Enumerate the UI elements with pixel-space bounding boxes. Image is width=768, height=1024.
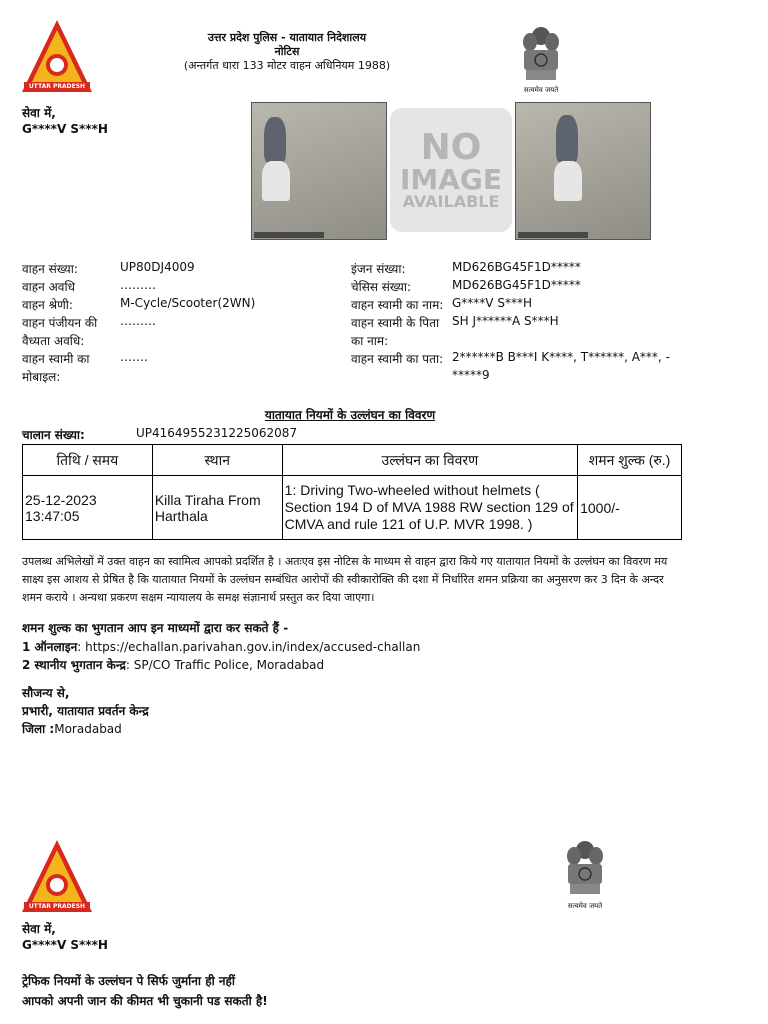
payment-online-link[interactable]: : https://echallan.parivahan.gov.in/index/accused-challan <box>77 640 421 654</box>
payment-local-value: : SP/CO Traffic Police, Moradabad <box>125 658 325 672</box>
table-row <box>23 476 682 540</box>
payment-online-label: 1 ऑनलाइन <box>22 640 78 654</box>
registration-validity-label: वाहन पंजीयन की <box>22 316 98 330</box>
chassis-number-label: चेसिस संख्या: <box>351 280 412 294</box>
logo-text-bottom-page2: UTTAR PRADESH <box>28 903 86 910</box>
national-emblem <box>516 24 566 86</box>
evidence-photo-2 <box>515 102 651 240</box>
district-label: जिला : <box>22 722 55 736</box>
salutation: सेवा में, <box>22 106 56 120</box>
violation-table <box>22 444 682 540</box>
engine-number-label: इंजन संख्या: <box>351 262 406 276</box>
recipient-name: G****V S***H <box>22 122 108 136</box>
header-title-3: (अन्तर्गत धारा 133 मोटर वाहन अधिनियम 1988) <box>183 59 391 72</box>
payment-heading: शमन शुल्क का भुगतान आप इन माध्यमों द्वारा कर सकते हैं - <box>22 621 289 635</box>
challan-number: UP4164955231225062087 <box>136 426 298 440</box>
recipient-name-page2: G****V S***H <box>22 938 108 952</box>
engine-number-value: MD626BG45F1D***** <box>452 260 581 274</box>
slogan-line2: आपको अपनी जान की कीमत भी चुकानी पड सकती है! <box>22 994 268 1008</box>
chassis-number-value: MD626BG45F1D***** <box>452 278 581 292</box>
traffic-logo <box>20 18 94 94</box>
owner-name-label: वाहन स्वामी का नाम: <box>351 298 444 312</box>
vehicle-category-value: M-Cycle/Scooter(2WN) <box>120 296 256 310</box>
notice-paragraph: उपलब्ध अभिलेखों में उक्त वाहन का स्वामित्व आपको प्रदर्शित है । अतःएव इस नोटिस के माध्यम से वाहन द्वारा किये गए यातायात नियमों के उल्लंघन का विवरण मय साक्ष्य इस आशय से प्रेषित है कि यातायात नियमों के उल्लंघन सम्बंधित आरोपों की स्वीकारोक्ति की दशा में निर्धारित शमन प्रक्रिया का अनुसरण कर 3 दिन के अन्दर शमन कराये । अन्यथा प्रकरण सक्षम न्यायालय के समक्ष संज्ञानार्थ प्रस्तुत कर दिया जाएगा। <box>22 555 668 604</box>
vehicle-category-label: वाहन श्रेणी: <box>22 298 73 312</box>
logo-text-bottom: UTTAR PRADESH <box>28 83 86 90</box>
owner-mobile-value: ……. <box>120 350 148 364</box>
owner-mobile-label-2: मोबाइल: <box>22 370 61 384</box>
signoff-district <box>22 720 122 737</box>
slogan-line1: ट्रेफिक नियमों के उल्लंघन पे सिर्फ जुर्माना ही नहीं <box>22 974 236 988</box>
registration-validity-value: ……… <box>120 314 156 328</box>
violation-place: Killa Tiraha From Harthala <box>152 476 282 540</box>
evidence-photo-1 <box>251 102 387 240</box>
owner-name-value: G****V S***H <box>452 296 532 310</box>
no-image-line3: AVAILABLE <box>402 192 500 211</box>
owner-address-value: 2******B B***I K****, T******, A***, - <box>452 350 670 364</box>
owner-father-label: वाहन स्वामी के पिता <box>351 316 440 330</box>
payment-local-label: 2 स्थानीय भुगतान केन्द्र <box>22 658 126 672</box>
violation-time: 13:47:05 <box>25 507 80 524</box>
vehicle-number-label: वाहन संख्या: <box>22 262 78 276</box>
payment-local <box>22 656 324 673</box>
signoff-courtesy: सौजन्य से, <box>22 686 70 700</box>
no-image-line1: NO <box>420 127 482 168</box>
col-place: स्थान <box>152 445 282 476</box>
owner-address-value-2: *****9 <box>452 368 490 382</box>
col-fee: शमन शुल्क (रु.) <box>578 445 682 476</box>
header-title-1: उत्तर प्रदेश पुलिस - यातायात निदेशालय <box>207 31 367 44</box>
violation-heading: यातायात नियमों के उल्लंघन का विवरण <box>264 408 436 422</box>
owner-mobile-label: वाहन स्वामी का <box>22 352 90 366</box>
owner-father-label-2: का नाम: <box>351 334 389 348</box>
national-emblem-page2 <box>560 838 610 900</box>
registration-validity-label-2: वैध्यता अवधि: <box>22 334 85 348</box>
signoff-officer: प्रभारी, यातायात प्रवर्तन केन्द्र <box>22 704 149 718</box>
vehicle-period-value: ……… <box>120 278 156 292</box>
district-value: Moradabad <box>54 722 122 736</box>
no-image-placeholder <box>390 108 512 232</box>
col-description: उल्लंघन का विवरण <box>282 445 577 476</box>
owner-father-value: SH J******A S***H <box>452 314 559 328</box>
payment-online <box>22 638 420 655</box>
vehicle-number-value: UP80DJ4009 <box>120 260 195 274</box>
violation-description: 1: Driving Two-wheeled without helmets ( Section 194 D of MVA 1988 RW section 129 of CMVA and rule 121 of U.P. MVR 1998. ) <box>282 476 577 540</box>
header-title-2: नोटिस <box>274 45 300 58</box>
col-date-time: तिथि / समय <box>23 445 153 476</box>
emblem-caption-page2: सत्यमेव जयते <box>567 902 603 910</box>
no-image-line2: IMAGE <box>399 163 503 196</box>
traffic-logo-page2 <box>20 838 94 914</box>
violation-fee: 1000/- <box>578 476 682 540</box>
challan-label: चालान संख्या: <box>22 428 85 442</box>
emblem-caption: सत्यमेव जयते <box>523 86 559 94</box>
salutation-page2: सेवा में, <box>22 922 56 936</box>
vehicle-period-label: वाहन अवधि <box>22 280 75 294</box>
owner-address-label: वाहन स्वामी का पता: <box>351 352 444 366</box>
violation-date: 25-12-2023 <box>25 491 97 508</box>
